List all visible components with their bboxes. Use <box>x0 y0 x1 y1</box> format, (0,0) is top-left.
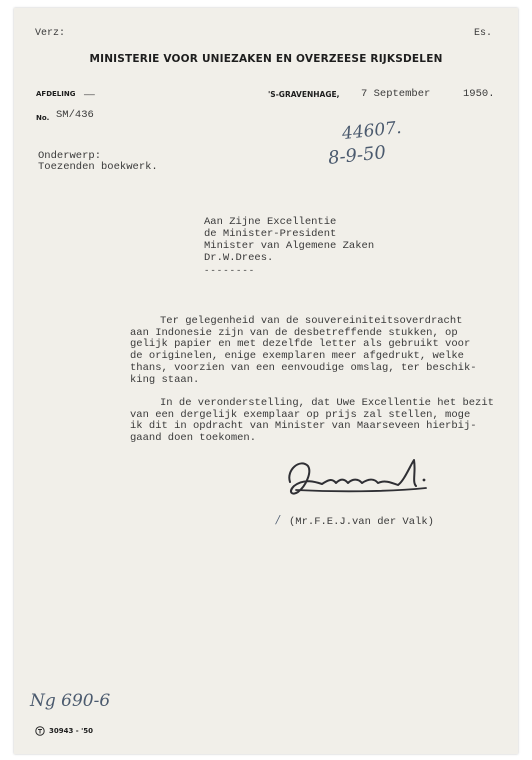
body-line: thans, voorzien van een eenvoudige omslag, ter beschik- <box>130 362 477 374</box>
date-day-month: 7 September <box>361 88 431 100</box>
signer-name: (Mr.F.E.J.van der Valk) <box>289 516 434 528</box>
addressee-line: Minister van Algemene Zaken <box>204 240 375 252</box>
body-line: ik dit in opdracht van Minister van Maarseveen hierbij- <box>130 420 477 432</box>
ministry-letterhead: MINISTERIE VOOR UNIEZAKEN EN OVERZEESE RIJKSDELEN <box>89 53 443 65</box>
body-line: In de veronderstelling, dat Uwe Excellentie het bezit <box>160 397 494 409</box>
addressee-line: de Minister-President <box>204 228 337 240</box>
printer-code: 30943 - '50 <box>49 727 94 735</box>
date-year-suffix: 0. <box>481 88 495 100</box>
body-line: king staan. <box>130 374 200 386</box>
addressee-line: Aan Zijne Excellentie <box>204 216 337 228</box>
addressee-underline: -------- <box>204 266 256 276</box>
number-label: No. <box>36 114 50 122</box>
date-year <box>463 88 495 100</box>
number-value: SM/436 <box>56 109 94 121</box>
place-label: 'S-GRAVENHAGE, <box>268 90 340 99</box>
subject-label: Onderwerp: <box>38 150 102 162</box>
subject-value: Toezenden boekwerk. <box>38 161 158 173</box>
afdeling-value: —— <box>84 90 95 100</box>
body-line: Ter gelegenheid van de souvereiniteitsoverdracht <box>160 315 463 327</box>
body-line: de originelen, enige exemplaren meer afgedrukt, welke <box>130 350 464 362</box>
body-line: gelijk papier en met dezelfde letter als gebruikt voor <box>130 338 471 350</box>
letter-page <box>14 8 518 754</box>
signature-tick: / <box>276 513 280 526</box>
body-line: aan Indonesie zijn van de desbetreffende stukken, op <box>130 327 458 339</box>
printer-logo-icon <box>35 726 45 736</box>
handwritten-reference-number: 44607. <box>341 117 403 145</box>
body-line: gaand doen toekomen. <box>130 432 257 444</box>
handwritten-reference-date: 8-9-50 <box>327 142 387 169</box>
addressee-line: Dr.W.Drees. <box>204 252 274 264</box>
handwritten-catalog-mark: Ng 690-6 <box>30 691 111 711</box>
es-label: Es. <box>474 28 493 39</box>
handwritten-signature <box>276 452 436 508</box>
verz-label: Verz: <box>35 28 66 39</box>
body-line: van een dergelijk exemplaar op prijs zal stellen, moge <box>130 409 471 421</box>
afdeling-label: AFDELING <box>36 90 76 98</box>
date-year-prefix: 195 <box>463 88 482 100</box>
